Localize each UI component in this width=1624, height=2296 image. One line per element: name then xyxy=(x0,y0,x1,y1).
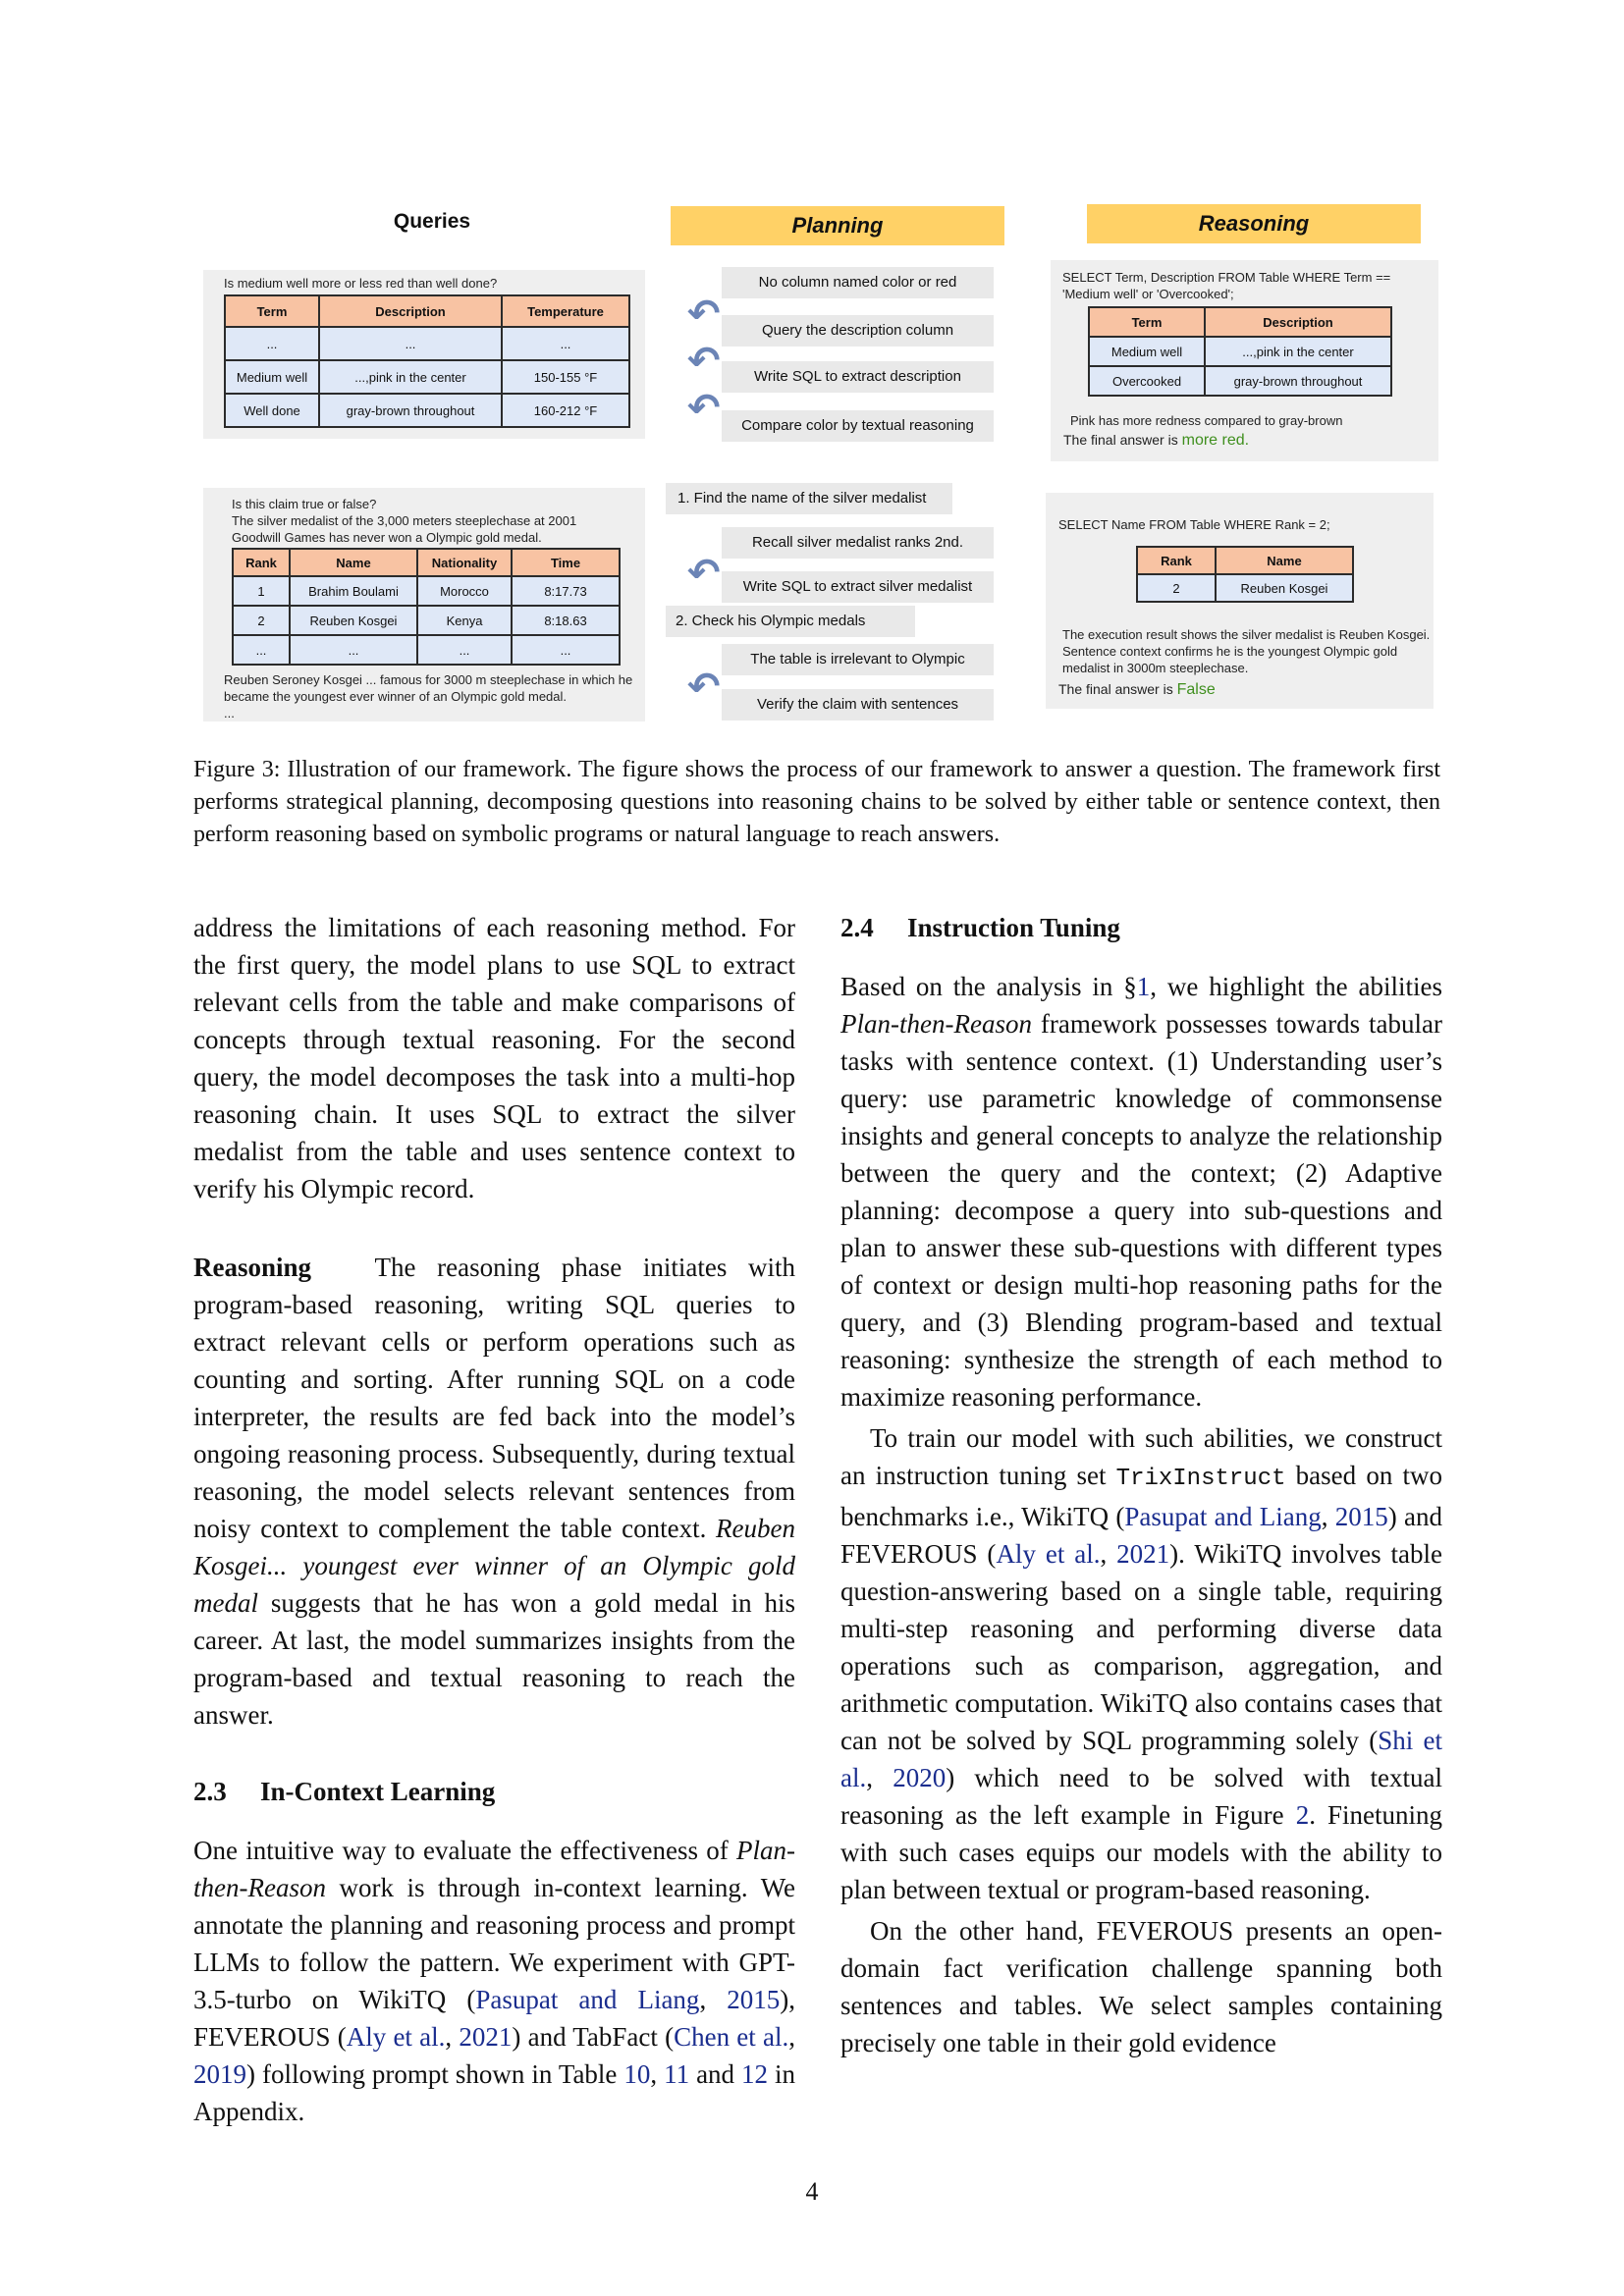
plan-step: The table is irrelevant to Olympic xyxy=(722,644,994,675)
table-cell: ... xyxy=(417,635,512,665)
citation-link[interactable]: Shi et al. xyxy=(840,1726,1442,1792)
table-cell: Reuben Kosgei xyxy=(1216,574,1353,602)
page-number: 4 xyxy=(805,2177,819,2206)
plan-step: No column named color or red xyxy=(722,267,994,298)
table-cell: Kenya xyxy=(417,606,512,635)
queries-header: Queries xyxy=(393,210,471,233)
table-cell: ... xyxy=(319,327,502,360)
citation-year-link[interactable]: 2019 xyxy=(193,2059,246,2089)
table-cell: 160-212 °F xyxy=(502,394,629,427)
paragraph: One intuitive way to evaluate the effectiveness of Plan-then-Reason work is through in-context learning. We annotate the planning and reasoning process and prompt LLMs to follow the pattern. We experiment with GPT-3.5-turbo on WikiTQ (Pasupat and Liang, 2015), FEVEROUS (Aly et al., 2021) and TabFact (Chen et al., 2019) following prompt shown in Table 10, 11 and 12 in Appendix. xyxy=(193,1836,796,2126)
table-cell: gray-brown throughout xyxy=(1205,366,1391,396)
table-cell: ...,pink in the center xyxy=(319,360,502,394)
reasoning-table-2 xyxy=(1136,546,1354,603)
table-cell: Brahim Boulami xyxy=(290,576,417,606)
table-cell: ... xyxy=(225,327,319,360)
table-cell: Medium well xyxy=(1089,337,1205,366)
citation-year-link[interactable]: 2015 xyxy=(727,1985,781,2014)
query-2-context: Reuben Seroney Kosgei ... famous for 3000 m steeplechase in which he became the youngest ever winner of an Olympic gold medal. ... xyxy=(224,672,633,721)
citation-link[interactable]: Aly et al. xyxy=(346,2022,446,2052)
reasoning-notes-2: The execution result shows the silver medalist is Reuben Kosgei. Sentence context confirms he is the youngest Olympic gold medalist in 3000m steeplechase. xyxy=(1062,627,1431,675)
right-column xyxy=(840,909,1442,2061)
query-2-table xyxy=(232,548,621,666)
table-header: Time xyxy=(512,549,620,576)
table-header: Term xyxy=(225,295,319,327)
paragraph: To train our model with such abilities, we construct an instruction tuning set TrixInstruct based on two benchmarks i.e., WikiTQ (Pasupat and Liang, 2015) and FEVEROUS (Aly et al., 2021). WikiTQ involves table question-answering based on a single table, requiring multi-step reasoning and performing diverse data operations such as comparison, aggregation, and arithmetic computation. WikiTQ also contains cases that can not be solved by SQL programming solely (Shi et al., 2020) which need to be solved with textual reasoning as the left example in Figure 2. Finetuning with such cases equips our models with the ability to plan between textual or program-based reasoning. xyxy=(840,1423,1443,1904)
table-header: Description xyxy=(319,295,502,327)
table-row xyxy=(233,635,620,665)
table-cell: 8:17.73 xyxy=(512,576,620,606)
figure-ref-link[interactable]: 2 xyxy=(1295,1800,1310,1830)
table-header: Temperature xyxy=(502,295,629,327)
paragraph: address the limitations of each reasoning method. For the first query, the model plans to use SQL to extract relevant cells from the table and make comparisons of concepts through textual reasoning. For the second query, the model decomposes the task into a multi-hop reasoning chain. It uses SQL to extract the silver medalist from the table and uses sentence context to verify his Olympic record. xyxy=(193,913,795,1203)
table-cell: ... xyxy=(512,635,620,665)
citation-year-link[interactable]: 2020 xyxy=(893,1763,947,1792)
figure-caption: Figure 3: Illustration of our framework. The figure shows the process of our framework to answer a question. The framework first performs strategical planning, decomposing questions into reasoning chains to be solved by either table or sentence context, then perform reasoning based on symbolic programs or natural language to reach answers. xyxy=(193,757,1441,847)
table-cell: Overcooked xyxy=(1089,366,1205,396)
table-header: Name xyxy=(290,549,417,576)
table-cell: 2 xyxy=(1137,574,1216,602)
table-header: Name xyxy=(1216,547,1353,574)
plan-step: Recall silver medalist ranks 2nd. xyxy=(722,527,994,559)
paragraph: On the other hand, FEVEROUS presents an open-domain fact verification challenge spanning both sentences and tables. We select samples containing precisely one table in their gold evidence xyxy=(840,1916,1442,2057)
table-cell: Morocco xyxy=(417,576,512,606)
table-header: Description xyxy=(1205,307,1391,337)
plan-step: Verify the claim with sentences xyxy=(722,689,994,721)
curved-arrow-icon: ↶ xyxy=(687,666,721,709)
table-row xyxy=(233,606,620,635)
reasoning-table-1 xyxy=(1088,306,1392,397)
table-cell: ... xyxy=(502,327,629,360)
curved-arrow-icon: ↶ xyxy=(687,340,721,383)
sql-query-1: SELECT Term, Description FROM Table WHERE Term == 'Medium well' or 'Overcooked'; xyxy=(1062,270,1391,301)
paragraph: Based on the analysis in §1, we highlight the abilities Plan-then-Reason framework possesses towards tabular tasks with sentence context. (1) Understanding user’s query: use parametric knowledge of commonsense insights and general concepts to analyze the relationship between the query and the context; (2) Adaptive planning: decompose a query into sub-questions and plan to answer these sub-questions with different types of context or design multi-hop reasoning paths for the query, and (3) Blending program-based and textual reasoning: synthesize the strength of each method to maximize reasoning performance. xyxy=(840,972,1442,1412)
table-ref-link[interactable]: 11 xyxy=(664,2059,690,2089)
citation-link[interactable]: Pasupat and Liang xyxy=(1124,1502,1322,1531)
table-header: Term xyxy=(1089,307,1205,337)
table-row xyxy=(1089,366,1391,396)
section-ref-link[interactable]: 1 xyxy=(1136,972,1151,1001)
table-row xyxy=(225,394,629,427)
plan-step: Compare color by textual reasoning xyxy=(722,410,994,442)
sql-query-2: SELECT Name FROM Table WHERE Rank = 2; xyxy=(1058,517,1330,532)
table-ref-link[interactable]: 12 xyxy=(741,2059,769,2089)
curved-arrow-icon: ↶ xyxy=(687,387,721,430)
table-cell: Medium well xyxy=(225,360,319,394)
left-column xyxy=(193,909,795,2130)
curved-arrow-icon: ↶ xyxy=(687,552,721,595)
table-header: Rank xyxy=(233,549,290,576)
curved-arrow-icon: ↶ xyxy=(687,293,721,336)
plan-head-2: 2. Check his Olympic medals xyxy=(666,606,915,637)
table-cell: ... xyxy=(290,635,417,665)
paragraph-heading: Reasoning xyxy=(193,1253,312,1282)
table-cell: 2 xyxy=(233,606,290,635)
table-cell: gray-brown throughout xyxy=(319,394,502,427)
plan-step: Write SQL to extract silver medalist xyxy=(722,571,994,603)
final-answer-2: The final answer is False xyxy=(1058,681,1216,698)
table-cell: Well done xyxy=(225,394,319,427)
plan-head-1: 1. Find the name of the silver medalist xyxy=(666,483,952,514)
table-row xyxy=(1137,574,1353,602)
query-2-text: Is this claim true or false? The silver medalist of the 3,000 meters steeplechase at 2001 Goodwill Games has never won a Olympic gold medal. xyxy=(232,497,577,545)
paragraph: Reasoning The reasoning phase initiates with program-based reasoning, writing SQL queries to extract relevant cells or perform operations such as counting and sorting. After running SQL on a code interpreter, the results are fed back into the model’s ongoing reasoning process. Subsequently, during textual reasoning, the model selects relevant sentences from noisy context to complement the table context. Reuben Kosgei... youngest ever winner of an Olympic gold medal suggests that he has won a gold medal in his career. At last, the model summarizes insights from the program-based and textual reasoning to reach the answer. xyxy=(193,1253,796,1730)
plan-step: Query the description column xyxy=(722,315,994,347)
query-1-text: Is medium well more or less red than well done? xyxy=(224,276,498,291)
table-row xyxy=(1089,337,1391,366)
citation-year-link[interactable]: 2021 xyxy=(459,2022,513,2052)
reasoning-note-1: Pink has more redness compared to gray-brown xyxy=(1070,413,1343,428)
table-row xyxy=(225,327,629,360)
planning-header: Planning xyxy=(671,206,1004,245)
plan-step: Write SQL to extract description xyxy=(722,361,994,393)
citation-year-link[interactable]: 2015 xyxy=(1334,1502,1388,1531)
section-heading-2-4: 2.4 Instruction Tuning xyxy=(840,913,1120,942)
table-row xyxy=(225,360,629,394)
citation-year-link[interactable]: 2021 xyxy=(1116,1539,1170,1569)
section-heading-2-3: 2.3 In-Context Learning xyxy=(193,1777,496,1806)
table-header: Rank xyxy=(1137,547,1216,574)
query-1-table xyxy=(224,294,630,428)
table-header: Nationality xyxy=(417,549,512,576)
table-cell: 1 xyxy=(233,576,290,606)
table-cell: Reuben Kosgei xyxy=(290,606,417,635)
table-ref-link[interactable]: 10 xyxy=(623,2059,651,2089)
table-cell: 8:18.63 xyxy=(512,606,620,635)
citation-link[interactable]: Pasupat and Liang xyxy=(475,1985,700,2014)
reasoning-header: Reasoning xyxy=(1087,204,1421,243)
final-answer-1: The final answer is more red. xyxy=(1063,432,1250,449)
citation-link[interactable]: Aly et al. xyxy=(996,1539,1101,1569)
table-row xyxy=(233,576,620,606)
table-cell: ... xyxy=(233,635,290,665)
table-cell: ...,pink in the center xyxy=(1205,337,1391,366)
citation-link[interactable]: Chen et al. xyxy=(674,2022,789,2052)
table-cell: 150-155 °F xyxy=(502,360,629,394)
